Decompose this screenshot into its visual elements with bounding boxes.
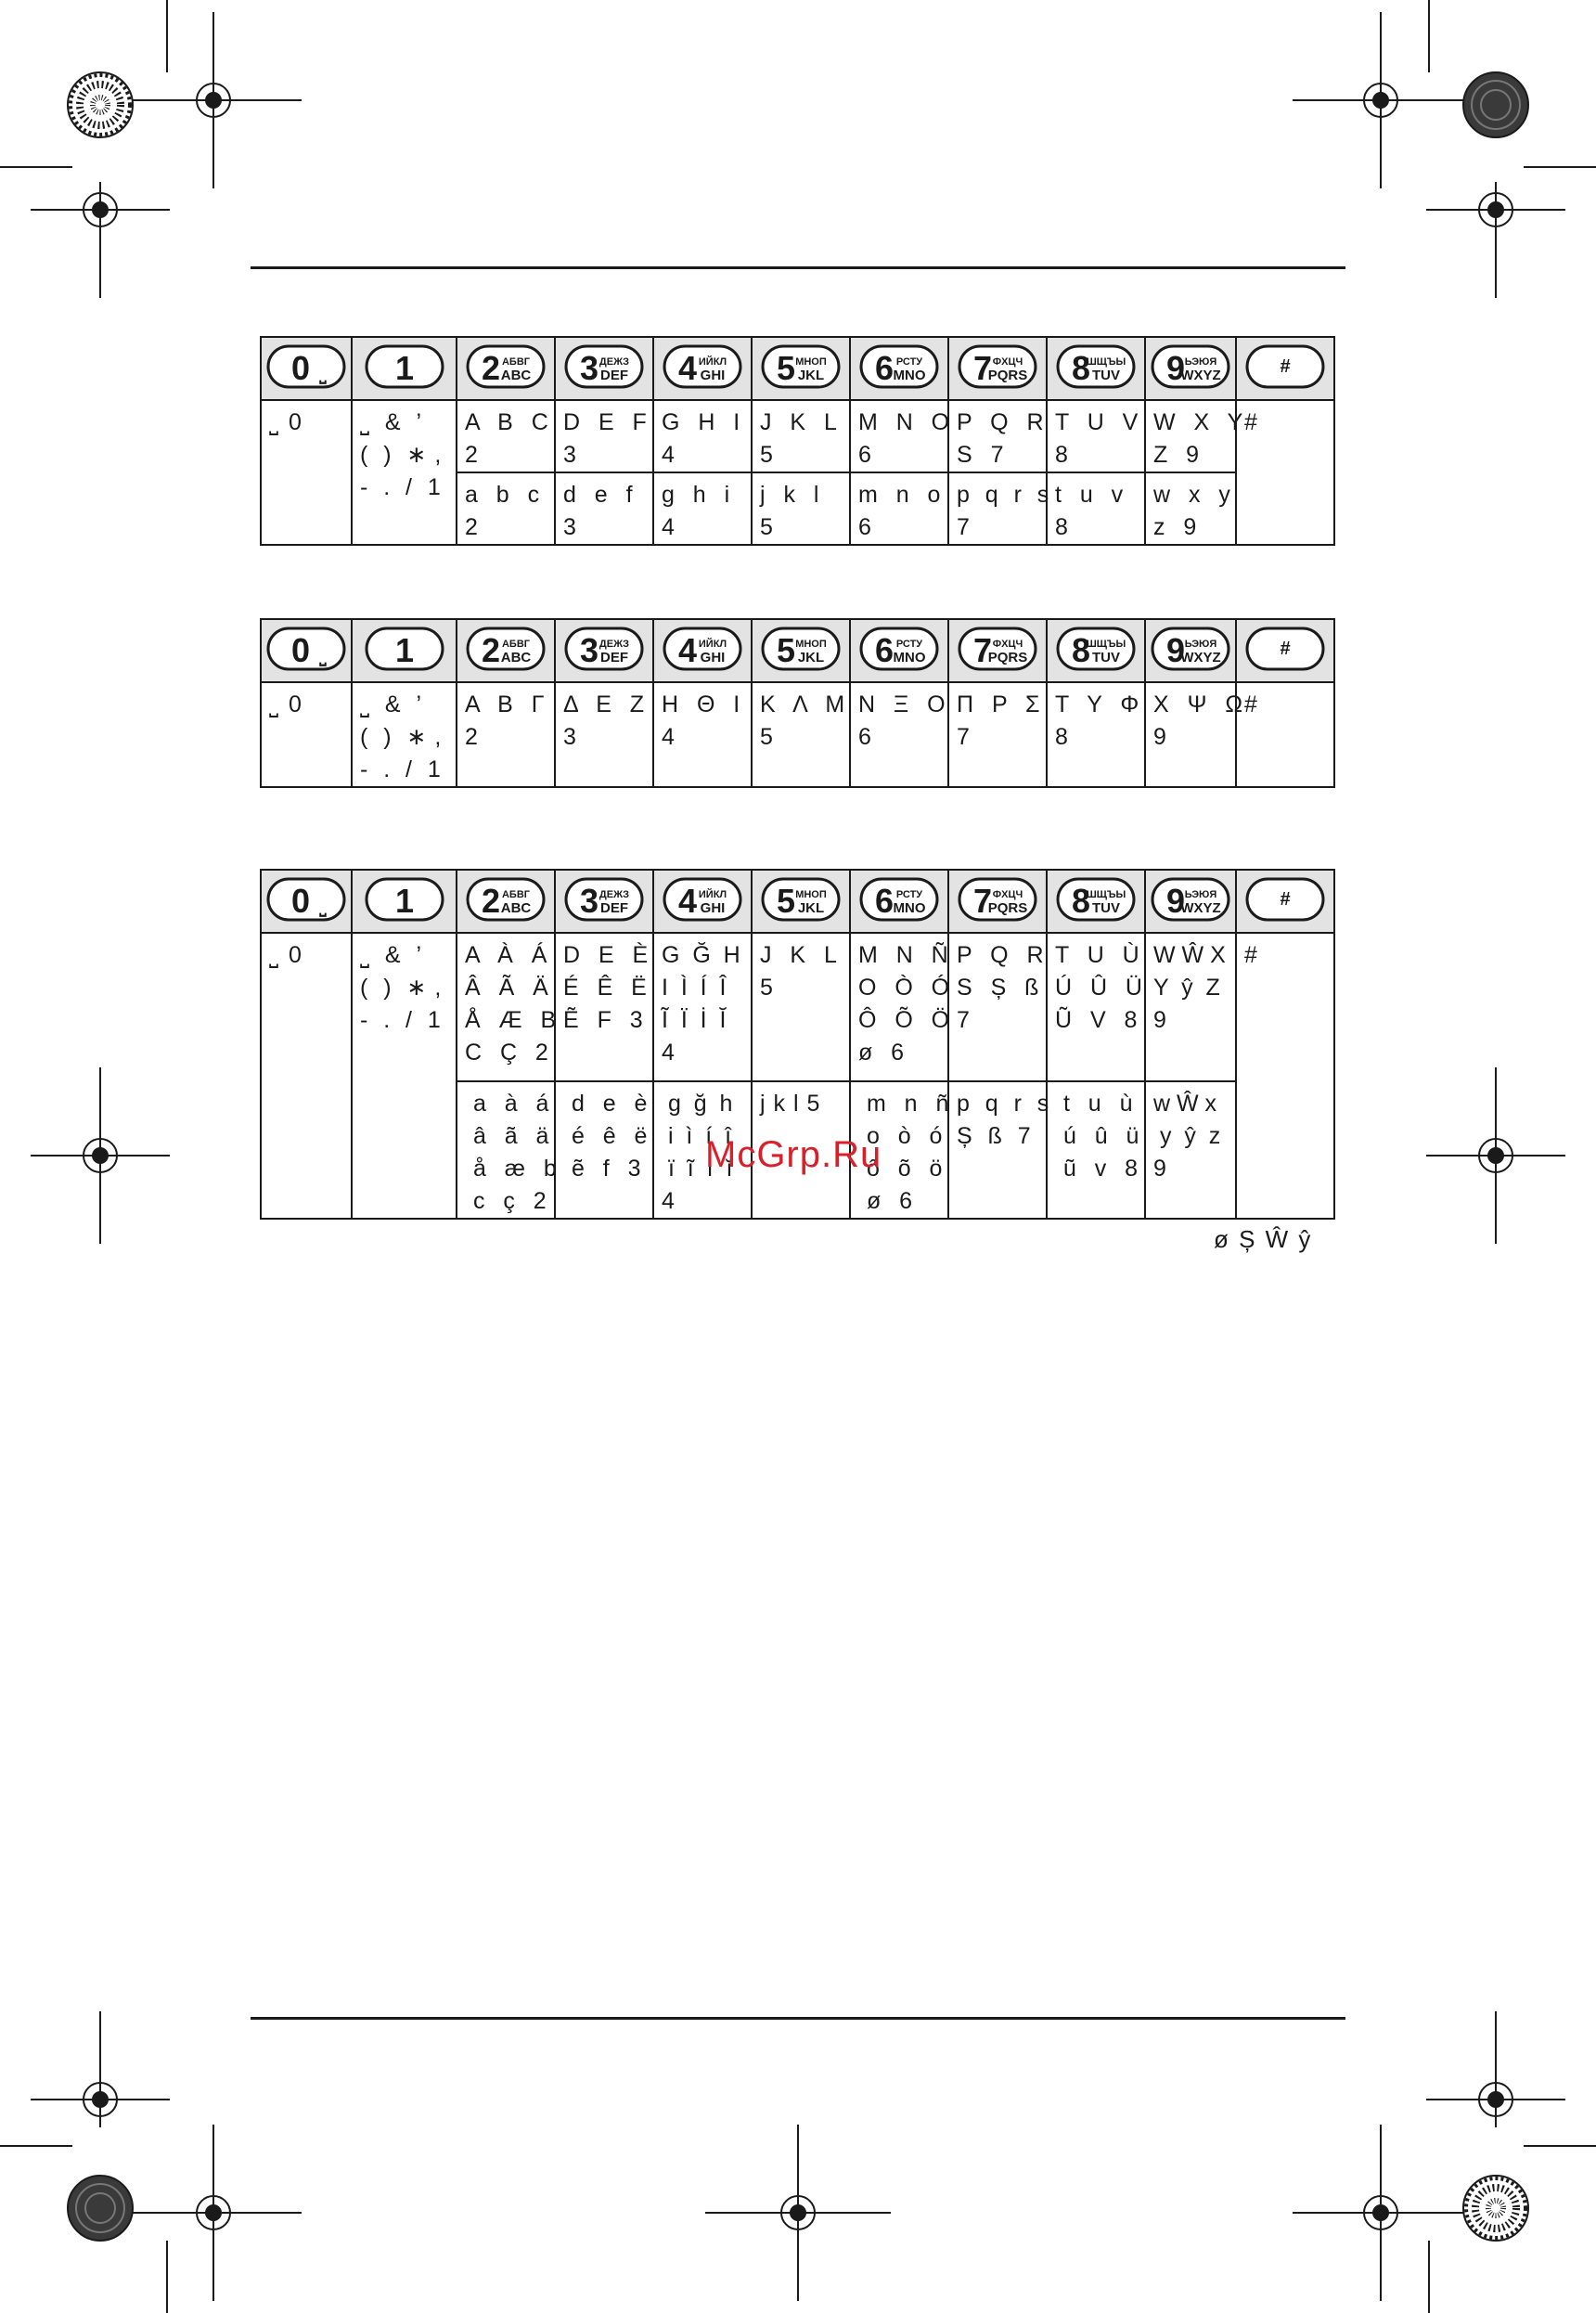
svg-text:PQRS: PQRS [987, 649, 1028, 665]
key-4-lower-chars: g ğ h i ì í î ï ĩ ı ĭ 4 [662, 1091, 733, 1214]
svg-text:DEF: DEF [600, 649, 628, 665]
key-6-upper-chars: M N Ñ O Ò Ó Ô Õ Ö ø 6 [858, 942, 952, 1066]
key-2-lower-chars: a b c 2 [465, 482, 542, 540]
svg-text:JKL: JKL [797, 367, 825, 383]
svg-text:9: 9 [1165, 630, 1186, 669]
svg-text:ФХЦЧ: ФХЦЧ [992, 355, 1023, 368]
key-6-lower-chars: m n o 6 [858, 482, 943, 540]
key-hash-header [1236, 619, 1334, 682]
key-3-lower-chars: d e è é ê ë ẽ f 3 [571, 1091, 650, 1182]
key-5-icon [760, 875, 842, 924]
key-7-header [948, 619, 1047, 682]
key-7-icon [957, 342, 1038, 391]
svg-text:ФХЦЧ: ФХЦЧ [992, 888, 1023, 900]
svg-text:ЬЭЮЯ: ЬЭЮЯ [1184, 355, 1217, 368]
key-8-upper-chars: T U Ù Ú Û Ü Ũ V 8 [1055, 942, 1144, 1033]
svg-text:ABC: ABC [500, 649, 532, 665]
key-header-row [261, 337, 1334, 400]
key-2-icon [465, 625, 547, 673]
key-2-icon [465, 875, 547, 924]
svg-text:АБВГ: АБВГ [501, 638, 531, 650]
key-4-upper-chars: G Ğ H I Ì Í Î Ĩ Ï İ Ĭ 4 [662, 942, 740, 1066]
svg-text:DEF: DEF [600, 899, 628, 916]
svg-text:6: 6 [874, 881, 895, 920]
svg-text:4: 4 [677, 881, 698, 920]
svg-text:МНОП: МНОП [795, 355, 827, 368]
key-3-icon [563, 625, 645, 673]
key-3-icon [563, 875, 645, 924]
svg-text:MNO: MNO [893, 367, 926, 383]
key-0-header [261, 619, 352, 682]
key-7-header [948, 870, 1047, 933]
key-9-icon [1150, 342, 1231, 391]
key-2-greek-chars: Α Β Γ 2 [465, 691, 547, 750]
key-6-icon [858, 875, 940, 924]
svg-text:4: 4 [677, 348, 698, 387]
key-3-header [555, 870, 653, 933]
key-3-header [555, 337, 653, 400]
key-4-upper-chars: G H I 4 [662, 409, 742, 468]
svg-text:WXYZ: WXYZ [1180, 649, 1221, 665]
key-7-header [948, 337, 1047, 400]
footnote-characters: ø Ș Ŵ ŷ [1214, 1225, 1313, 1253]
uppercase-row [261, 400, 1334, 472]
svg-text:4: 4 [677, 630, 698, 669]
svg-text:ABC: ABC [500, 899, 532, 916]
svg-text:TUV: TUV [1092, 649, 1120, 665]
key-9-icon [1150, 625, 1231, 673]
svg-text:ЬЭЮЯ: ЬЭЮЯ [1184, 638, 1217, 650]
svg-text:5: 5 [776, 881, 796, 920]
footer-rule [251, 2017, 1345, 2020]
key-header-row [261, 619, 1334, 682]
key-1-header [352, 870, 457, 933]
svg-text:#: # [1280, 355, 1291, 377]
uppercase-row [261, 933, 1334, 1081]
key-9-header [1145, 870, 1236, 933]
key-5-upper-chars: J K L 5 [760, 942, 839, 1001]
svg-text:МНОП: МНОП [795, 888, 827, 900]
key-6-greek-chars: Ν Ξ Ο 6 [858, 691, 947, 750]
svg-text:⎵: ⎵ [319, 364, 327, 383]
svg-text:5: 5 [776, 348, 796, 387]
key-hash-header [1236, 870, 1334, 933]
svg-text:ДЕЖЗ: ДЕЖЗ [598, 638, 630, 650]
key-3-upper-chars: D E È É Ê Ë Ẽ F 3 [563, 942, 650, 1033]
svg-text:9: 9 [1165, 348, 1186, 387]
key-2-icon [465, 342, 547, 391]
svg-text:АБВГ: АБВГ [501, 355, 531, 368]
svg-text:6: 6 [874, 348, 895, 387]
svg-text:АБВГ: АБВГ [501, 888, 531, 900]
key-9-header [1145, 337, 1236, 400]
key-1-header [352, 619, 457, 682]
svg-text:ИЙКЛ: ИЙКЛ [698, 355, 727, 368]
key-0-chars: ⎵ 0 [269, 691, 303, 717]
key-5-icon [760, 342, 842, 391]
key-0-icon [265, 625, 347, 673]
svg-text:ДЕЖЗ: ДЕЖЗ [598, 355, 630, 368]
key-6-header [850, 870, 948, 933]
svg-text:РСТУ: РСТУ [895, 355, 923, 368]
key-8-header [1047, 337, 1145, 400]
svg-text:0: 0 [290, 881, 311, 920]
key-3-upper-chars: D E F 3 [563, 409, 649, 468]
svg-text:WXYZ: WXYZ [1180, 367, 1221, 383]
key-7-upper-chars: P Q R S Ș ß 7 [957, 942, 1046, 1033]
svg-text:8: 8 [1071, 348, 1091, 387]
svg-text:GHI: GHI [700, 899, 726, 916]
key-3-icon [563, 342, 645, 391]
svg-text:ШЩЪЫ: ШЩЪЫ [1086, 888, 1126, 900]
key-0-chars: ⎵ 0 [269, 942, 303, 968]
svg-text:WXYZ: WXYZ [1180, 899, 1221, 916]
key-hash-chars: # [1244, 691, 1259, 717]
key-6-header [850, 337, 948, 400]
key-0-chars: ⎵ 0 [269, 409, 303, 435]
key-2-header [457, 870, 555, 933]
svg-text:3: 3 [579, 630, 599, 669]
svg-text:ABC: ABC [500, 367, 532, 383]
svg-text:ЬЭЮЯ: ЬЭЮЯ [1184, 888, 1217, 900]
svg-text:ИЙКЛ: ИЙКЛ [698, 888, 727, 900]
key-header-row [261, 870, 1334, 933]
key-0-header [261, 870, 352, 933]
key-4-greek-chars: Η Θ Ι 4 [662, 691, 742, 750]
key-6-icon [858, 342, 940, 391]
key-hash-icon [1244, 875, 1326, 924]
key-hash-chars: # [1244, 409, 1259, 435]
key-hash-header [1236, 337, 1334, 400]
key-5-lower-chars: j k l 5 [760, 1091, 821, 1117]
key-0-icon [265, 342, 347, 391]
key-2-upper-chars: A À Á Â Ã Ä Å Æ B C Ç 2 [465, 942, 559, 1066]
svg-text:JKL: JKL [797, 649, 825, 665]
key-7-lower-chars: p q r s 7 [957, 482, 1050, 540]
svg-text:0: 0 [290, 630, 311, 669]
svg-text:0: 0 [290, 348, 311, 387]
key-5-icon [760, 625, 842, 673]
key-8-icon [1055, 875, 1137, 924]
svg-text:5: 5 [776, 630, 796, 669]
svg-text:GHI: GHI [700, 367, 726, 383]
key-8-lower-chars: t u v 8 [1055, 482, 1126, 540]
svg-text:ШЩЪЫ: ШЩЪЫ [1086, 355, 1126, 368]
svg-text:⎵: ⎵ [319, 646, 327, 665]
key-1-icon [364, 342, 445, 391]
svg-text:JKL: JKL [797, 899, 825, 916]
key-hash-icon [1244, 342, 1326, 391]
key-5-header [752, 619, 850, 682]
key-1-header [352, 337, 457, 400]
svg-text:3: 3 [579, 881, 599, 920]
svg-text:TUV: TUV [1092, 899, 1120, 916]
svg-text:2: 2 [481, 881, 501, 920]
svg-text:1: 1 [394, 881, 414, 920]
key-6-lower-chars: m n ñ o ò ó ô õ ö ø 6 [866, 1091, 951, 1214]
key-3-header [555, 619, 653, 682]
key-5-upper-chars: J K L 5 [760, 409, 839, 468]
svg-text:2: 2 [481, 348, 501, 387]
key-9-greek-chars: Χ Ψ Ω 9 [1153, 691, 1245, 750]
key-4-lower-chars: g h i 4 [662, 482, 732, 540]
svg-text:РСТУ: РСТУ [895, 888, 923, 900]
svg-text:MNO: MNO [893, 649, 926, 665]
svg-text:8: 8 [1071, 881, 1091, 920]
svg-text:7: 7 [972, 630, 993, 669]
key-7-upper-chars: P Q R S 7 [957, 409, 1046, 468]
svg-text:7: 7 [972, 881, 993, 920]
svg-text:ДЕЖЗ: ДЕЖЗ [598, 888, 630, 900]
svg-text:#: # [1280, 638, 1291, 659]
greek-row [261, 682, 1334, 787]
key-9-header [1145, 619, 1236, 682]
svg-text:3: 3 [579, 348, 599, 387]
key-1-icon [364, 625, 445, 673]
key-5-lower-chars: j k l 5 [760, 482, 821, 540]
greek-character-table [260, 618, 1335, 788]
key-5-header [752, 337, 850, 400]
key-8-icon [1055, 625, 1137, 673]
watermark: McGrp.Ru [705, 1134, 882, 1175]
key-2-lower-chars: a à á â ã ä å æ b c ç 2 [472, 1091, 559, 1214]
svg-text:1: 1 [394, 348, 414, 387]
svg-text:ШЩЪЫ: ШЩЪЫ [1086, 638, 1126, 650]
svg-text:ИЙКЛ: ИЙКЛ [698, 638, 727, 650]
key-8-lower-chars: t u ù ú û ü ũ v 8 [1062, 1091, 1141, 1182]
svg-text:#: # [1280, 888, 1291, 910]
svg-text:МНОП: МНОП [795, 638, 827, 650]
key-4-header [653, 619, 752, 682]
svg-text:GHI: GHI [700, 649, 726, 665]
key-6-upper-chars: M N O 6 [858, 409, 952, 468]
key-5-greek-chars: Κ Λ Μ 5 [760, 691, 847, 750]
key-6-header [850, 619, 948, 682]
key-hash-icon [1244, 625, 1326, 673]
key-1-icon [364, 875, 445, 924]
key-7-icon [957, 875, 1038, 924]
key-9-upper-chars: W X Y Z 9 [1153, 409, 1245, 468]
key-7-lower-chars: p q r s Ș ß 7 [957, 1091, 1050, 1149]
key-8-greek-chars: Τ Υ Φ 8 [1055, 691, 1141, 750]
key-8-icon [1055, 342, 1137, 391]
key-7-greek-chars: Π Ρ Σ 7 [957, 691, 1042, 750]
svg-text:9: 9 [1165, 881, 1186, 920]
key-2-header [457, 619, 555, 682]
key-9-icon [1150, 875, 1231, 924]
key-2-upper-chars: A B C 2 [465, 409, 550, 468]
svg-text:TUV: TUV [1092, 367, 1120, 383]
key-1-chars: ⎵ & ’ ( ) ∗ , - . / 1 [360, 942, 443, 1033]
svg-text:1: 1 [394, 630, 414, 669]
svg-text:РСТУ: РСТУ [895, 638, 923, 650]
svg-text:DEF: DEF [600, 367, 628, 383]
key-8-upper-chars: T U V 8 [1055, 409, 1140, 468]
key-5-header [752, 870, 850, 933]
key-9-lower-chars: w x y z 9 [1153, 482, 1232, 540]
key-0-icon [265, 875, 347, 924]
svg-text:8: 8 [1071, 630, 1091, 669]
key-hash-chars: # [1244, 942, 1259, 968]
key-9-upper-chars: W Ŵ X Y ŷ Z 9 [1153, 942, 1226, 1033]
key-9-lower-chars: w Ŵ x y ŷ z 9 [1153, 1091, 1221, 1182]
svg-text:2: 2 [481, 630, 501, 669]
svg-text:⎵: ⎵ [319, 897, 327, 916]
key-3-lower-chars: d e f 3 [563, 482, 635, 540]
key-1-chars: ⎵ & ’ ( ) ∗ , - . / 1 [360, 409, 443, 500]
key-0-header [261, 337, 352, 400]
svg-text:PQRS: PQRS [987, 367, 1028, 383]
latin-character-table [260, 336, 1335, 546]
header-rule [251, 266, 1345, 269]
svg-text:PQRS: PQRS [987, 899, 1028, 916]
key-3-greek-chars: Δ Ε Ζ 3 [563, 691, 647, 750]
key-7-icon [957, 625, 1038, 673]
key-4-icon [662, 875, 743, 924]
svg-text:6: 6 [874, 630, 895, 669]
key-4-header [653, 337, 752, 400]
key-2-header [457, 337, 555, 400]
key-4-header [653, 870, 752, 933]
svg-text:MNO: MNO [893, 899, 926, 916]
key-8-header [1047, 870, 1145, 933]
key-6-icon [858, 625, 940, 673]
key-4-icon [662, 342, 743, 391]
svg-text:ФХЦЧ: ФХЦЧ [992, 638, 1023, 650]
key-8-header [1047, 619, 1145, 682]
key-1-chars: ⎵ & ’ ( ) ∗ , - . / 1 [360, 691, 443, 782]
key-4-icon [662, 625, 743, 673]
svg-text:7: 7 [972, 348, 993, 387]
